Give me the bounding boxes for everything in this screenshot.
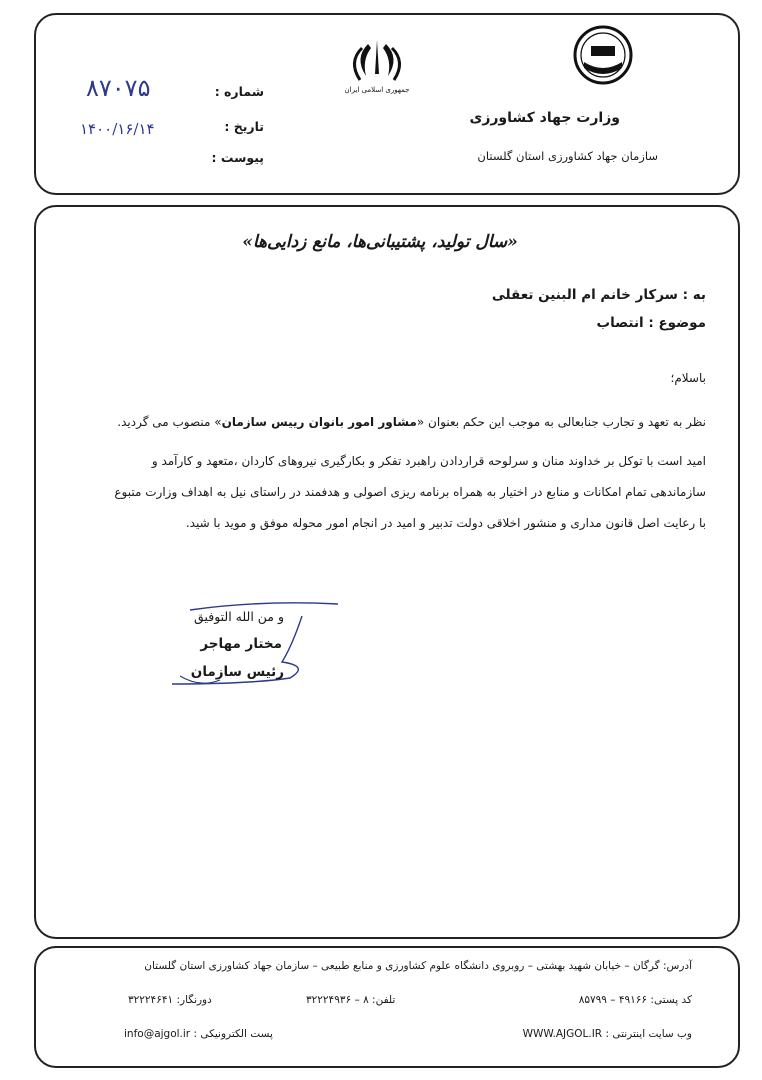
signatory-title: رئیس سازمان xyxy=(190,664,284,680)
recipient-line: به : سرکار خانم ام البنین تعقلی xyxy=(491,287,706,303)
year-slogan: «سال تولید، پشتیبانی‌ها، مانع زدایی‌ها» xyxy=(242,232,518,252)
paragraph-line-2: سازماندهی تمام امکانات و منابع در اختیار به همراه برنامه ریزی اصولی و هدفمند در راستای نیل به اهداف وزارت متبوع xyxy=(114,485,706,499)
number-label: شماره : xyxy=(214,84,264,99)
attachment-label: پیوست : xyxy=(211,150,264,165)
appointment-paragraph xyxy=(36,407,706,438)
paragraph-line-1: امید است با توکل بر خداوند منان و سرلوحه قراردادن راهبرد تفکر و بکارگیری نیروهای کاردان ،متعهد و کارآمد و xyxy=(151,454,706,468)
greeting: باسلام؛ xyxy=(670,371,706,385)
date-label: تاریخ : xyxy=(224,119,264,134)
letter-date-handwritten: ۱۴۰۰/۱۶/۱۴ xyxy=(80,120,155,138)
iran-emblem-icon xyxy=(340,34,414,96)
organization-name: سازمان جهاد کشاورزی استان گلستان xyxy=(477,149,658,163)
letter-number-handwritten: ۸۷۰۷۵ xyxy=(86,74,151,102)
paragraph-text-after: » منصوب می گردید. xyxy=(117,415,222,429)
footer-phone: تلفن: ۸ – ۳۲۲۲۴۹۳۶ xyxy=(306,994,396,1006)
footer-address: آدرس: گرگان – خیابان شهید بهشتی – روبروی دانشگاه علوم کشاورزی و منابع طبیعی – سازمان جهاد کشاورزی استان گلستان xyxy=(144,960,692,972)
closing-phrase: و من الله التوفیق xyxy=(194,609,284,624)
footer-postal-code: کد پستی: ۴۹۱۶۶ – ۸۵۷۹۹ xyxy=(578,994,692,1006)
jahad-keshavarzi-logo-icon xyxy=(572,24,634,86)
footer-fax: دورنگار: ۳۲۲۲۴۶۴۱ xyxy=(128,994,212,1006)
ministry-name: وزارت جهاد کشاورزی xyxy=(469,110,620,126)
paragraph-text-before: نظر به تعهد و تجارب جنابعالی به موجب این حکم بعنوان « xyxy=(416,415,706,429)
appointed-position: مشاور امور بانوان رییس سازمان xyxy=(221,415,417,429)
footer-website: وب سایت اینترنتی : WWW.AJGOL.IR xyxy=(522,1028,692,1040)
signatory-name: مختار مهاجر xyxy=(200,636,282,652)
subject-line: موضوع : انتصاب xyxy=(596,315,706,331)
emblem-caption: جمهوری اسلامی ایران xyxy=(344,86,410,94)
footer-email: پست الکترونیکی : info@ajgol.ir xyxy=(124,1028,273,1040)
paragraph-line-3: با رعایت اصل قانون مداری و منشور اخلاقی دولت تدبیر و امید در انجام امور محوله موفق و موید با شید. xyxy=(185,516,706,530)
